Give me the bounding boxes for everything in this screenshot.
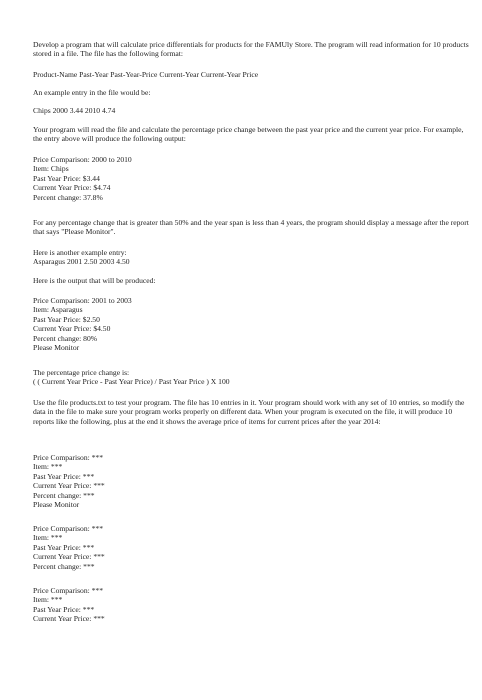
output-line: Item: Chips [33,164,69,174]
example-block-2 [33,248,130,267]
report-line: Please Monitor [33,500,80,510]
output-line: Current Year Price: $4.50 [33,324,111,334]
report-line: Current Year Price: *** [33,614,105,624]
monitor-rule-paragraph: For any percentage change that is greater than 50% and the year span is less than 4 years, the program should display a message after the report that says "Please Monitor". [33,218,469,237]
formula-line: ( ( Current Year Price - Past Year Price) / Past Year Price ) X 100 [33,377,230,387]
output2-intro: Here is the output that will be produced: [33,276,156,285]
output-line: Percent change: 80% [33,333,98,343]
output-line: Item: Asparagus [33,305,83,315]
output-block-1 [33,155,132,202]
output-line: Percent change: 37.8% [33,192,103,202]
report-block-2 [33,524,105,571]
example-intro: An example entry in the file would be: [33,88,151,97]
report-line: Price Comparison: *** [33,586,104,595]
example-line: Here is another example entry: [33,248,127,257]
report-block-1 [33,453,105,509]
use-file-paragraph: Use the file products.txt to test your program. The file has 10 entries in it. Your program should work with any set of 10 entries, so modify the data in the file to make sure your program works properly on different data. When your program is executed on the file, it will produce 10 reports like the following, plus at the end it shows the average price of items for current prices after the year 2014: [33,398,465,426]
report-line: Item: *** [33,595,63,605]
report-line: Past Year Price: *** [33,542,95,552]
output-line: Current Year Price: $4.74 [33,183,111,193]
report-line: Item: *** [33,533,63,543]
example-entry: Chips 2000 3.44 2010 4.74 [33,106,116,115]
output-block-2 [33,296,132,352]
report-line: Past Year Price: *** [33,471,95,481]
report-block-3 [33,586,105,624]
output-line: Price Comparison: 2001 to 2003 [33,296,132,305]
report-line: Item: *** [33,462,63,472]
report-line: Past Year Price: *** [33,604,95,614]
output-line: Past Year Price: $2.50 [33,314,100,324]
report-line: Percent change: *** [33,490,95,500]
intro-paragraph: Develop a program that will calculate price differentials for products for the FAMUly Store. The program will read information for 10 products stored in a file. The file has the following format: [33,40,469,59]
formula-block [33,368,230,387]
report-line: Percent change: *** [33,561,95,571]
output-line: Price Comparison: 2000 to 2010 [33,155,132,164]
output-line: Past Year Price: $3.44 [33,173,100,183]
read-explain-paragraph: Your program will read the file and calculate the percentage price change between the past year price and the current year price. For example, the entry above will produce the following output: [33,125,464,144]
format-line: Product-Name Past-Year Past-Year-Price Current-Year Current-Year Price [33,70,259,79]
report-line: Price Comparison: *** [33,453,104,462]
report-line: Current Year Price: *** [33,481,105,491]
formula-line: The percentage price change is: [33,368,130,377]
report-line: Current Year Price: *** [33,552,105,562]
example-line: Asparagus 2001 2.50 2003 4.50 [33,257,130,267]
output-line: Please Monitor [33,343,80,353]
report-line: Price Comparison: *** [33,524,104,533]
